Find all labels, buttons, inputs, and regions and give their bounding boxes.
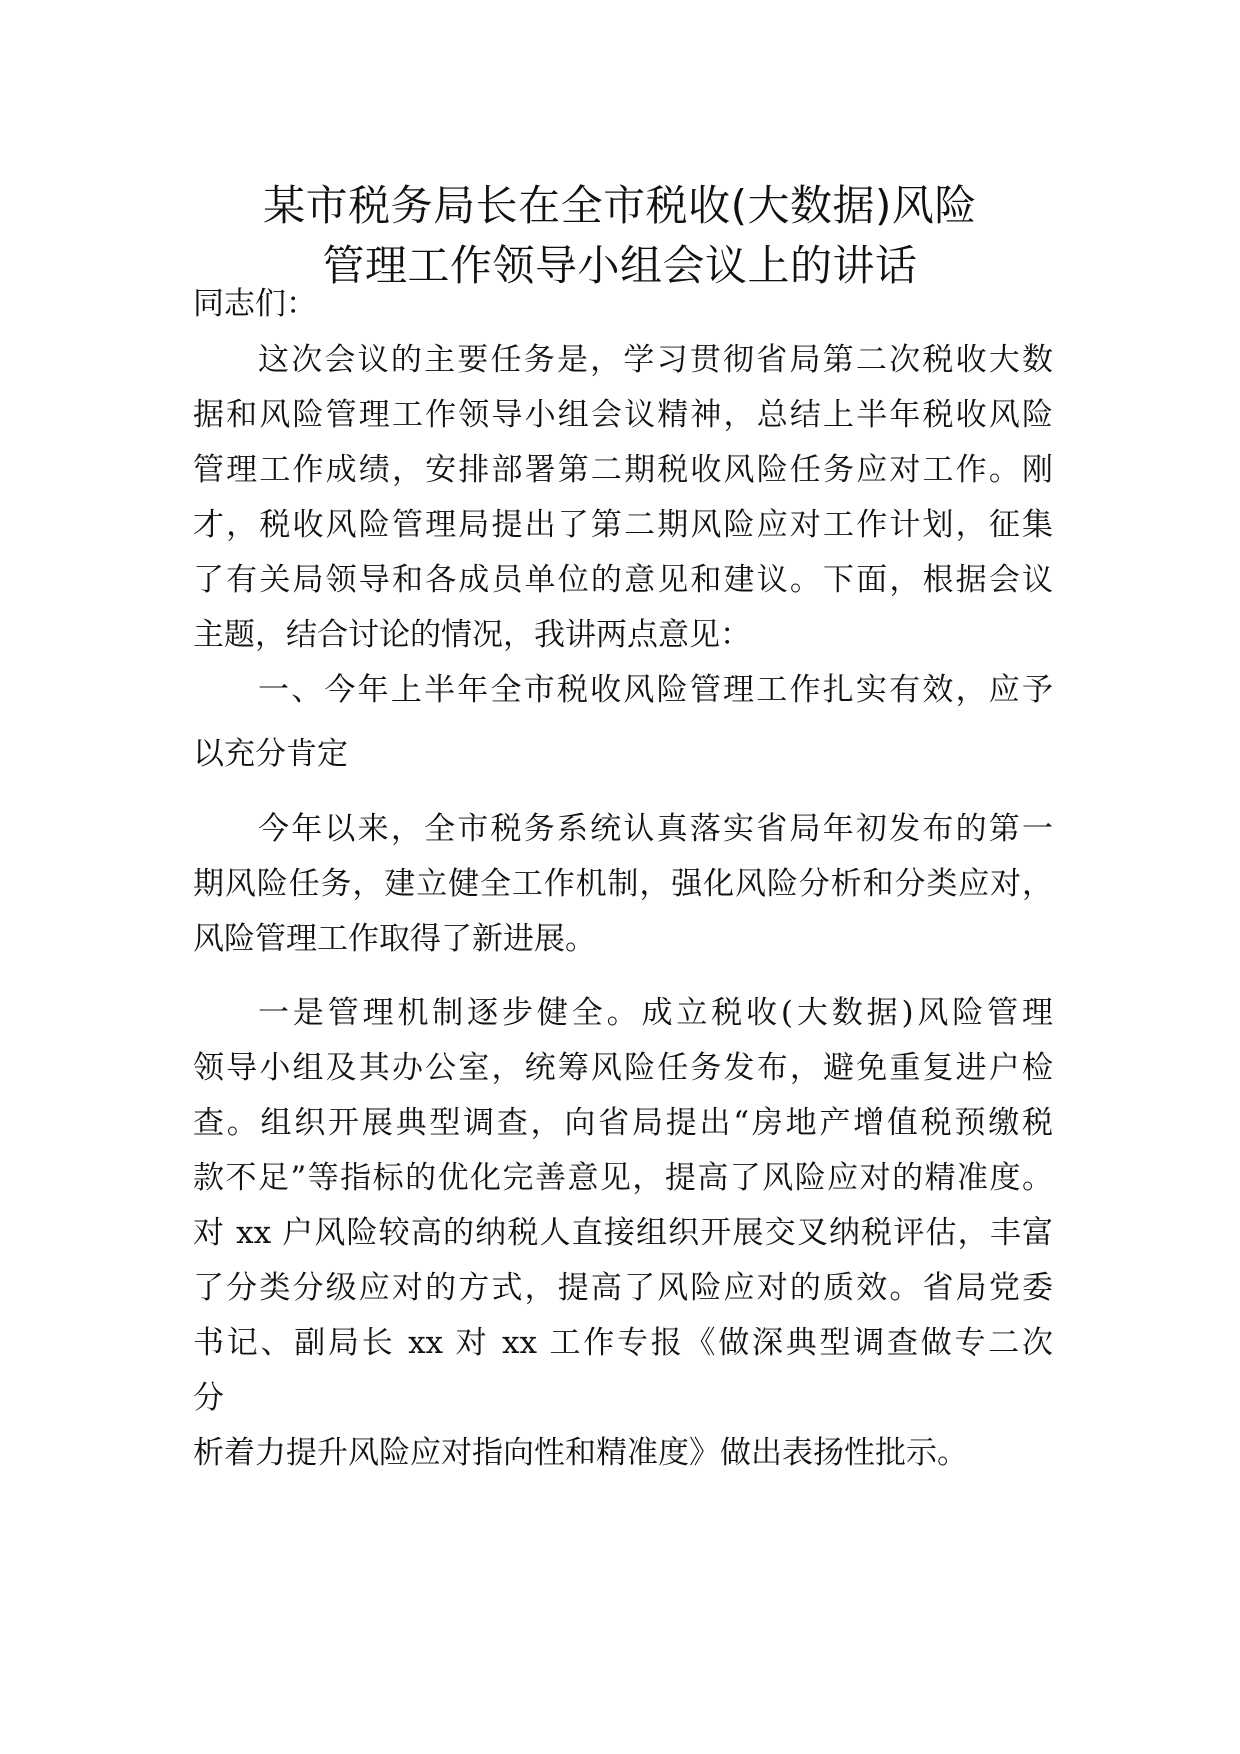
paragraph-3-line-2: 期风险任务，建立健全工作机制，强化风险分析和分类应对， [193,866,1053,902]
paragraph-4-line-5: 对 xx 户风险较高的纳税人直接组织开展交叉纳税评估，丰富 [193,1215,1053,1251]
salutation: 同志们： [193,286,317,322]
paragraph-1-line-1: 这次会议的主要任务是，学习贯彻省局第二次税收大数 [258,342,1053,378]
paragraph-4-line-6: 了分类分级应对的方式，提高了风险应对的质效。省局党委 [193,1270,1053,1306]
document-title-line-2: 管理工作领导小组会议上的讲话 [322,241,918,290]
document-title-line-1: 某市税务局长在全市税收(大数据)风险 [263,181,977,230]
paragraph-4-line-1: 一是管理机制逐步健全。成立税收(大数据)风险管理 [258,995,1053,1031]
paragraph-4-line-9: 析着力提升风险应对指向性和精准度》做出表扬性批示。 [193,1435,968,1471]
section-heading-1-line-2: 以充分肯定 [193,736,348,772]
paragraph-4-line-7: 书记、副局长 xx 对 xx 工作专报《做深典型调查做专二次 [193,1325,1053,1361]
section-heading-1-line-1: 一、今年上半年全市税收风险管理工作扎实有效，应予 [258,672,1053,708]
paragraph-1-line-6: 主题，结合讨论的情况，我讲两点意见： [193,617,751,653]
paragraph-3-line-3: 风险管理工作取得了新进展。 [193,921,596,957]
paragraph-1-line-4: 才，税收风险管理局提出了第二期风险应对工作计划，征集 [193,507,1053,543]
paragraph-1-line-3: 管理工作成绩，安排部署第二期税收风险任务应对工作。刚 [193,452,1053,488]
paragraph-1-line-5: 了有关局领导和各成员单位的意见和建议。下面，根据会议 [193,562,1053,598]
paragraph-4-line-2: 领导小组及其办公室，统筹风险任务发布，避免重复进户检 [193,1050,1053,1086]
paragraph-1-line-2: 据和风险管理工作领导小组会议精神，总结上半年税收风险 [193,397,1053,433]
paragraph-4-line-3: 查。组织开展典型调查，向省局提出“房地产增值税预缴税 [193,1105,1053,1141]
paragraph-3-line-1: 今年以来，全市税务系统认真落实省局年初发布的第一 [258,811,1053,847]
paragraph-4-line-4: 款不足”等指标的优化完善意见，提高了风险应对的精准度。 [193,1160,1053,1196]
paragraph-4-line-8: 分 [193,1380,224,1416]
